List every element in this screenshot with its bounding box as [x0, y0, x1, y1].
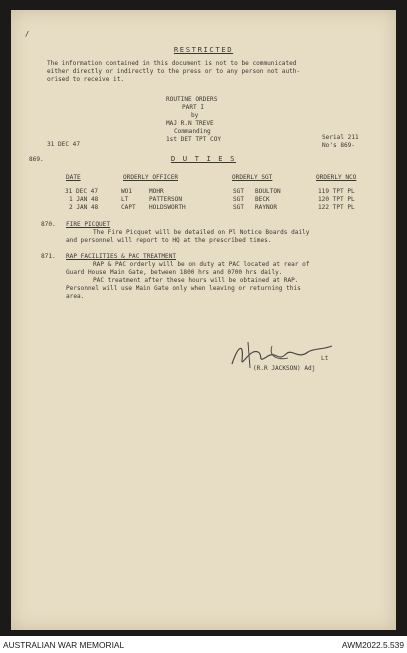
corner-mark: /: [25, 30, 30, 38]
title-part: PART I: [182, 104, 205, 111]
signature-rank: Lt: [321, 355, 329, 362]
row-officer-rank: WO1: [121, 188, 133, 195]
row-sgt-rank: SGT: [233, 188, 245, 195]
row-nco: 122 TPT PL: [318, 204, 355, 211]
rap-line-2: Guard House Main Gate, between 1800 hrs and 0700 hrs daily.: [66, 269, 283, 276]
row-officer-name: HOLDSWORTH: [149, 204, 186, 211]
order-numbers: No's 869-: [322, 142, 356, 149]
footer-accession-number: AWM2022.5.539: [341, 640, 404, 650]
duties-number: 869.: [29, 156, 44, 163]
row-officer-name: PATTERSON: [149, 196, 183, 203]
row-sgt-rank: SGT: [233, 196, 245, 203]
row-sgt-name: BECK: [255, 196, 270, 203]
row-officer-name: MOHR: [149, 188, 164, 195]
signature-name: (R.R JACKSON) Adj: [253, 365, 316, 372]
rap-line-4: Personnel will use Main Gate only when leaving or returning this: [66, 285, 301, 292]
title-commander-name: MAJ R.N TREVE: [166, 120, 214, 127]
document-page: [11, 10, 396, 630]
col-date: DATE: [66, 174, 81, 181]
col-orderly-sgt: ORDERLY SGT: [232, 174, 273, 181]
row-officer-rank: CAPT: [121, 204, 136, 211]
notice-line-3: orised to receive it.: [47, 76, 125, 83]
row-nco: 120 TPT PL: [318, 196, 355, 203]
row-nco: 119 TPT PL: [318, 188, 355, 195]
notice-line-2: either directly or indirectly to the press or to any person not auth-: [47, 68, 301, 75]
title-commanding: Commanding: [174, 128, 211, 135]
rap-line-1: RAP & PAC orderly will be on duty at PAC located at rear of: [93, 261, 310, 268]
rap-line-3: PAC treatment after these hours will be obtained at RAP.: [93, 277, 299, 284]
row-officer-rank: LT: [121, 196, 129, 203]
order-date: 31 DEC 47: [47, 141, 81, 148]
row-sgt-name: BOULTON: [255, 188, 281, 195]
title-by: by: [191, 112, 199, 119]
fire-picquet-line-1: The Fire Picquet will be detailed on Pl Notice Boards daily: [93, 229, 310, 236]
fire-picquet-number: 870.: [41, 221, 56, 228]
rap-line-5: area.: [66, 293, 85, 300]
rap-heading: RAP FACILITIES & PAC TREATMENT: [66, 253, 177, 260]
row-date: 31 DEC 47: [65, 188, 99, 195]
fire-picquet-line-2: and personnel will report to HQ at the prescribed times.: [66, 237, 272, 244]
duties-heading: D U T I E S: [170, 154, 237, 163]
fire-picquet-heading: FIRE PICQUET: [66, 221, 111, 228]
col-orderly-officer: ORDERLY OFFICER: [123, 174, 179, 181]
title-unit: 1st DET TPT COY: [166, 136, 222, 143]
row-sgt-rank: SGT: [233, 204, 245, 211]
row-sgt-name: RAYNOR: [255, 204, 278, 211]
title-routine-orders: ROUTINE ORDERS: [166, 96, 218, 103]
col-orderly-nco: ORDERLY NCO: [316, 174, 357, 181]
classification-heading: RESTRICTED: [173, 45, 234, 54]
serial-number: Serial 211: [322, 134, 359, 141]
notice-line-1: The information contained in this document is not to be communicated: [47, 60, 297, 67]
footer-institution: AUSTRALIAN WAR MEMORIAL: [3, 640, 125, 650]
rap-number: 871.: [41, 253, 56, 260]
row-date: 2 JAN 48: [69, 204, 99, 211]
row-date: 1 JAN 48: [69, 196, 99, 203]
